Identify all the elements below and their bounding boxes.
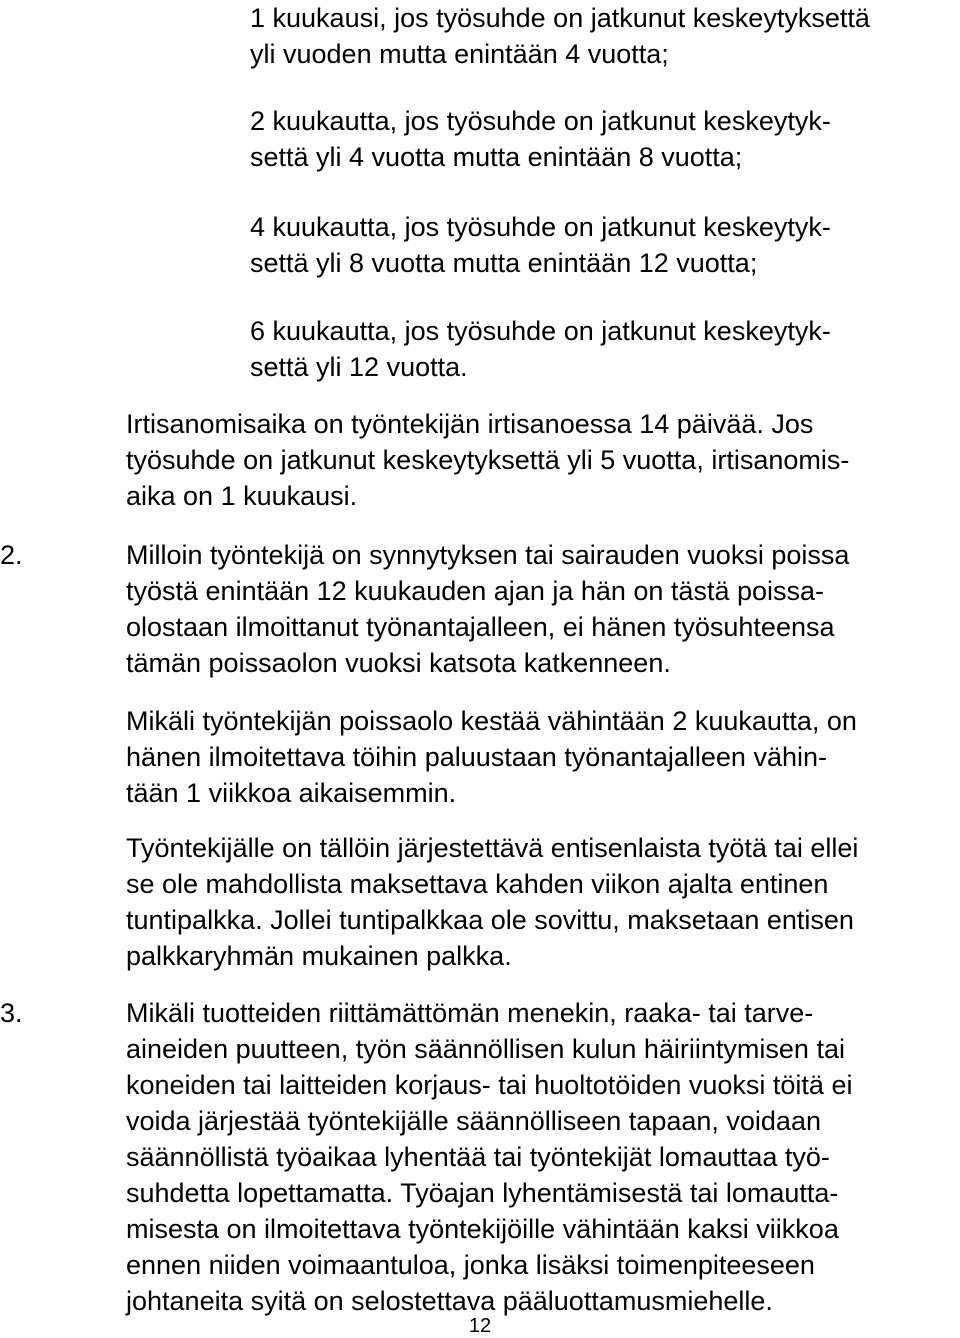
section-2-paragraph-2 xyxy=(126,703,857,811)
text-line: misesta on ilmoitettava työntekijöille vähintään kaksi viikkoa xyxy=(126,1214,839,1244)
text-line: settä yli 12 vuotta. xyxy=(250,352,468,382)
text-line: tuntipalkka. Jollei tuntipalkkaa ole sovittu, maksetaan entisen xyxy=(126,905,854,935)
text-line: Irtisanomisaika on työntekijän irtisanoessa 14 päivää. Jos xyxy=(126,409,814,439)
text-line: tämän poissaolon vuoksi katsota katkenneen. xyxy=(126,648,671,678)
text-line: säännöllistä työaikaa lyhentää tai työntekijät lomauttaa työ- xyxy=(126,1142,830,1172)
text-line: 2 kuukautta, jos työsuhde on jatkunut keskeytyk- xyxy=(250,106,831,136)
employee-notice-paragraph xyxy=(126,406,849,514)
text-line: Milloin työntekijä on synnytyksen tai sairauden vuoksi poissa xyxy=(126,540,850,570)
text-line: hänen ilmoitettava töihin paluustaan työnantajalleen vähin- xyxy=(126,742,827,772)
text-line: voida järjestää työntekijälle säännölliseen tapaan, voidaan xyxy=(126,1106,821,1136)
text-line: settä yli 8 vuotta mutta enintään 12 vuotta; xyxy=(250,248,758,278)
text-line: 4 kuukautta, jos työsuhde on jatkunut keskeytyk- xyxy=(250,212,831,242)
text-line: se ole mahdollista maksettava kahden viikon ajalta entinen xyxy=(126,869,829,899)
text-line: johtaneita syitä on selostettava pääluottamusmiehelle. xyxy=(126,1286,773,1316)
notice-period-item-2 xyxy=(250,103,831,175)
section-number: 3. xyxy=(0,998,23,1028)
text-line: Työntekijälle on tällöin järjestettävä entisenlaista työtä tai ellei xyxy=(126,833,859,863)
text-line: settä yli 4 vuotta mutta enintään 8 vuotta; xyxy=(250,142,743,172)
section-2-paragraph-1 xyxy=(126,537,849,681)
text-line: työsuhde on jatkunut keskeytyksettä yli 5 vuotta, irtisanomis- xyxy=(126,445,850,475)
text-line: Mikäli työntekijän poissaolo kestää vähintään 2 kuukautta, on xyxy=(126,706,857,736)
text-line: yli vuoden mutta enintään 4 vuotta; xyxy=(250,39,669,69)
text-line: 6 kuukautta, jos työsuhde on jatkunut keskeytyk- xyxy=(250,316,831,346)
notice-period-item-3 xyxy=(250,209,831,281)
text-line: aineiden puutteen, työn säännöllisen kulun häiriintymisen tai xyxy=(126,1034,845,1064)
text-line: ennen niiden voimaantuloa, jonka lisäksi toimenpiteeseen xyxy=(126,1250,815,1280)
section-2-paragraph-3 xyxy=(126,830,858,974)
text-line: palkkaryhmän mukainen palkka. xyxy=(126,941,512,971)
notice-period-item-4 xyxy=(250,313,831,385)
notice-period-item-1 xyxy=(250,0,870,72)
section-number: 2. xyxy=(0,540,23,570)
text-line: olostaan ilmoittanut työnantajalleen, ei hänen työsuhteensa xyxy=(126,612,835,642)
text-line: suhdetta lopettamatta. Työajan lyhentämisestä tai lomautta- xyxy=(126,1178,839,1208)
text-line: Mikäli tuotteiden riittämättömän menekin, raaka- tai tarve- xyxy=(126,998,814,1028)
section-3-paragraph xyxy=(126,995,852,1319)
text-line: 1 kuukausi, jos työsuhde on jatkunut keskeytyksettä xyxy=(250,3,870,33)
text-line: aika on 1 kuukausi. xyxy=(126,481,358,511)
text-line: työstä enintään 12 kuukauden ajan ja hän on tästä poissa- xyxy=(126,576,825,606)
text-line: koneiden tai laitteiden korjaus- tai huoltotöiden vuoksi töitä ei xyxy=(126,1070,853,1100)
page-number: 12 xyxy=(468,1315,492,1337)
text-line: tään 1 viikkoa aikaisemmin. xyxy=(126,778,457,808)
